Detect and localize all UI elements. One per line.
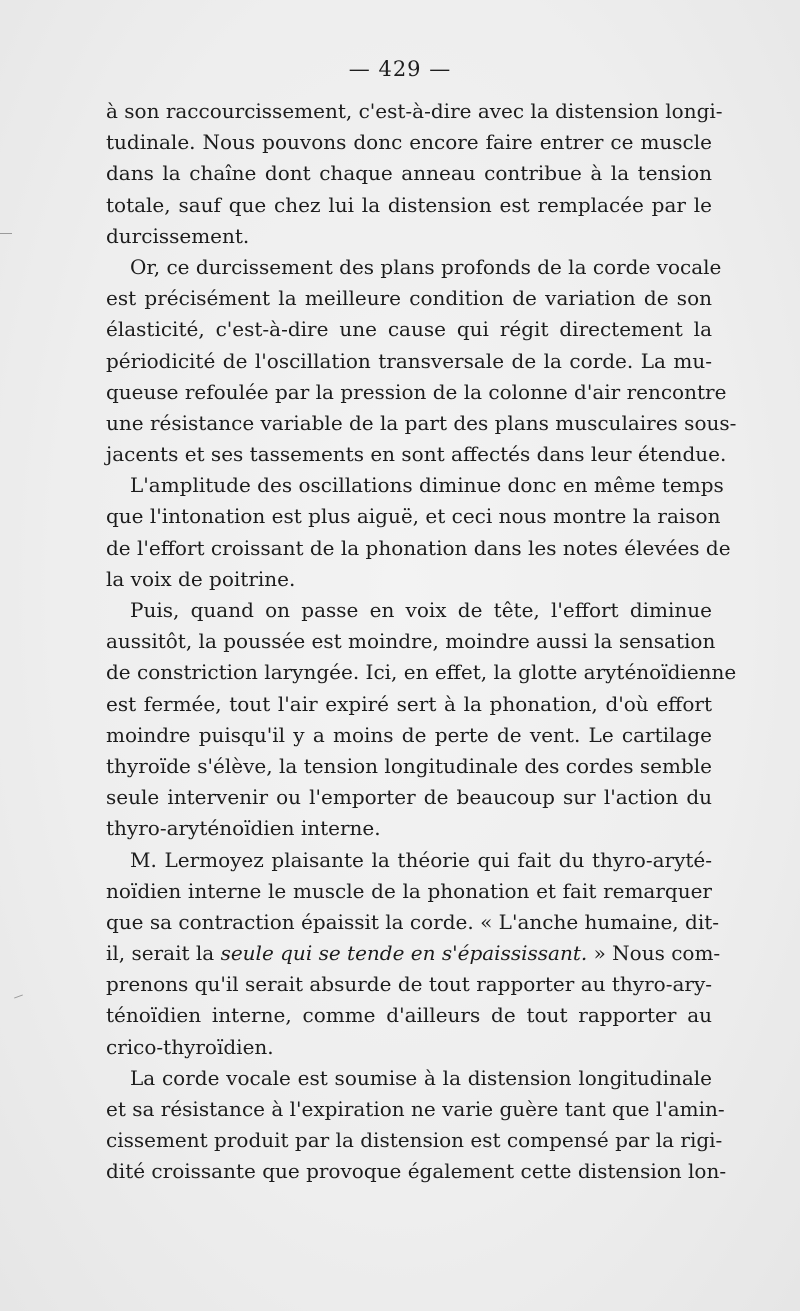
text-line: élasticité, c'est-à-dire une cause qui régit directement la xyxy=(106,317,712,342)
paragraph xyxy=(106,1063,727,1188)
text-line: totale, sauf que chez lui la distension est remplacée par le xyxy=(106,192,712,217)
paragraph xyxy=(106,96,723,252)
text-line: L'amplitude des oscillations diminue donc en même temps xyxy=(130,473,724,498)
page-number: — 429 — xyxy=(348,57,452,81)
text-line: et sa résistance à l'expiration ne varie guère tant que l'amin- xyxy=(106,1097,725,1121)
text-line: durcissement. xyxy=(106,223,250,248)
text-line: prenons qu'il serait absurde de tout rapporter au thyro-ary- xyxy=(106,972,712,997)
paragraph xyxy=(106,845,721,1063)
paragraph xyxy=(106,595,737,845)
text-line: tudinale. Nous pouvons donc encore faire entrer ce muscle xyxy=(106,130,712,155)
margin-mark xyxy=(14,994,23,998)
text-line: queuse refoulée par la pression de la colonne d'air rencontre xyxy=(106,379,727,404)
paragraph xyxy=(106,470,731,595)
text-line: dans la chaîne dont chaque anneau contribue à la tension xyxy=(106,161,712,186)
text-fragment: il, serait la xyxy=(106,941,221,966)
text-line: que sa contraction épaissit la corde. « L'anche humaine, dit- xyxy=(106,909,720,934)
text-line: thyro-aryténoïdien interne. xyxy=(106,816,381,841)
text-fragment: » Nous com- xyxy=(587,941,721,966)
text-line: ténoïdien interne, comme d'ailleurs de tout rapporter au xyxy=(106,1003,712,1028)
text-line: la voix de poitrine. xyxy=(106,566,296,591)
text-line: dité croissante que provoque également cette distension lon- xyxy=(106,1159,727,1184)
text-line: La corde vocale est soumise à la distension longitudinale xyxy=(130,1065,712,1090)
text-line-with-quote xyxy=(106,938,721,969)
body-text xyxy=(106,96,737,1188)
margin-mark xyxy=(0,233,12,234)
text-line: seule intervenir ou l'emporter de beaucoup sur l'action du xyxy=(106,785,712,810)
text-line: périodicité de l'oscillation transversale de la corde. La mu- xyxy=(106,348,712,373)
text-line: cissement produit par la distension est compensé par la rigi- xyxy=(106,1128,723,1153)
text-line: jacents et ses tassements en sont affectés dans leur étendue. xyxy=(106,442,727,467)
text-line: Puis, quand on passe en voix de tête, l'effort diminue xyxy=(130,598,712,622)
quoted-phrase: seule qui se tende en s'épaississant. xyxy=(220,941,588,966)
text-line: à son raccourcissement, c'est-à-dire avec la distension longi- xyxy=(106,99,723,123)
text-line: M. Lermoyez plaisante la théorie qui fait du thyro-aryté- xyxy=(130,847,712,872)
text-line: est précisément la meilleure condition de variation de son xyxy=(106,286,712,311)
text-line: crico-thyroïdien. xyxy=(106,1034,274,1059)
text-line: moindre puisqu'il y a moins de perte de vent. Le cartilage xyxy=(106,722,712,747)
text-line: noïdien interne le muscle de la phonation et fait remarquer xyxy=(106,878,712,903)
text-line: que l'intonation est plus aiguë, et ceci nous montre la raison xyxy=(106,504,721,529)
text-line: est fermée, tout l'air expiré sert à la phonation, d'où effort xyxy=(106,691,712,716)
text-line: Or, ce durcissement des plans profonds de la corde vocale xyxy=(130,254,722,279)
text-line: de l'effort croissant de la phonation dans les notes élevées de xyxy=(106,535,731,560)
paragraph xyxy=(106,252,737,470)
text-line: thyroïde s'élève, la tension longitudinale des cordes semble xyxy=(106,753,712,778)
text-line: aussitôt, la poussée est moindre, moindre aussi la sensation xyxy=(106,629,716,654)
text-line: une résistance variable de la part des plans musculaires sous- xyxy=(106,410,737,435)
text-line: de constriction laryngée. Ici, en effet, la glotte aryténoïdienne xyxy=(106,660,737,685)
